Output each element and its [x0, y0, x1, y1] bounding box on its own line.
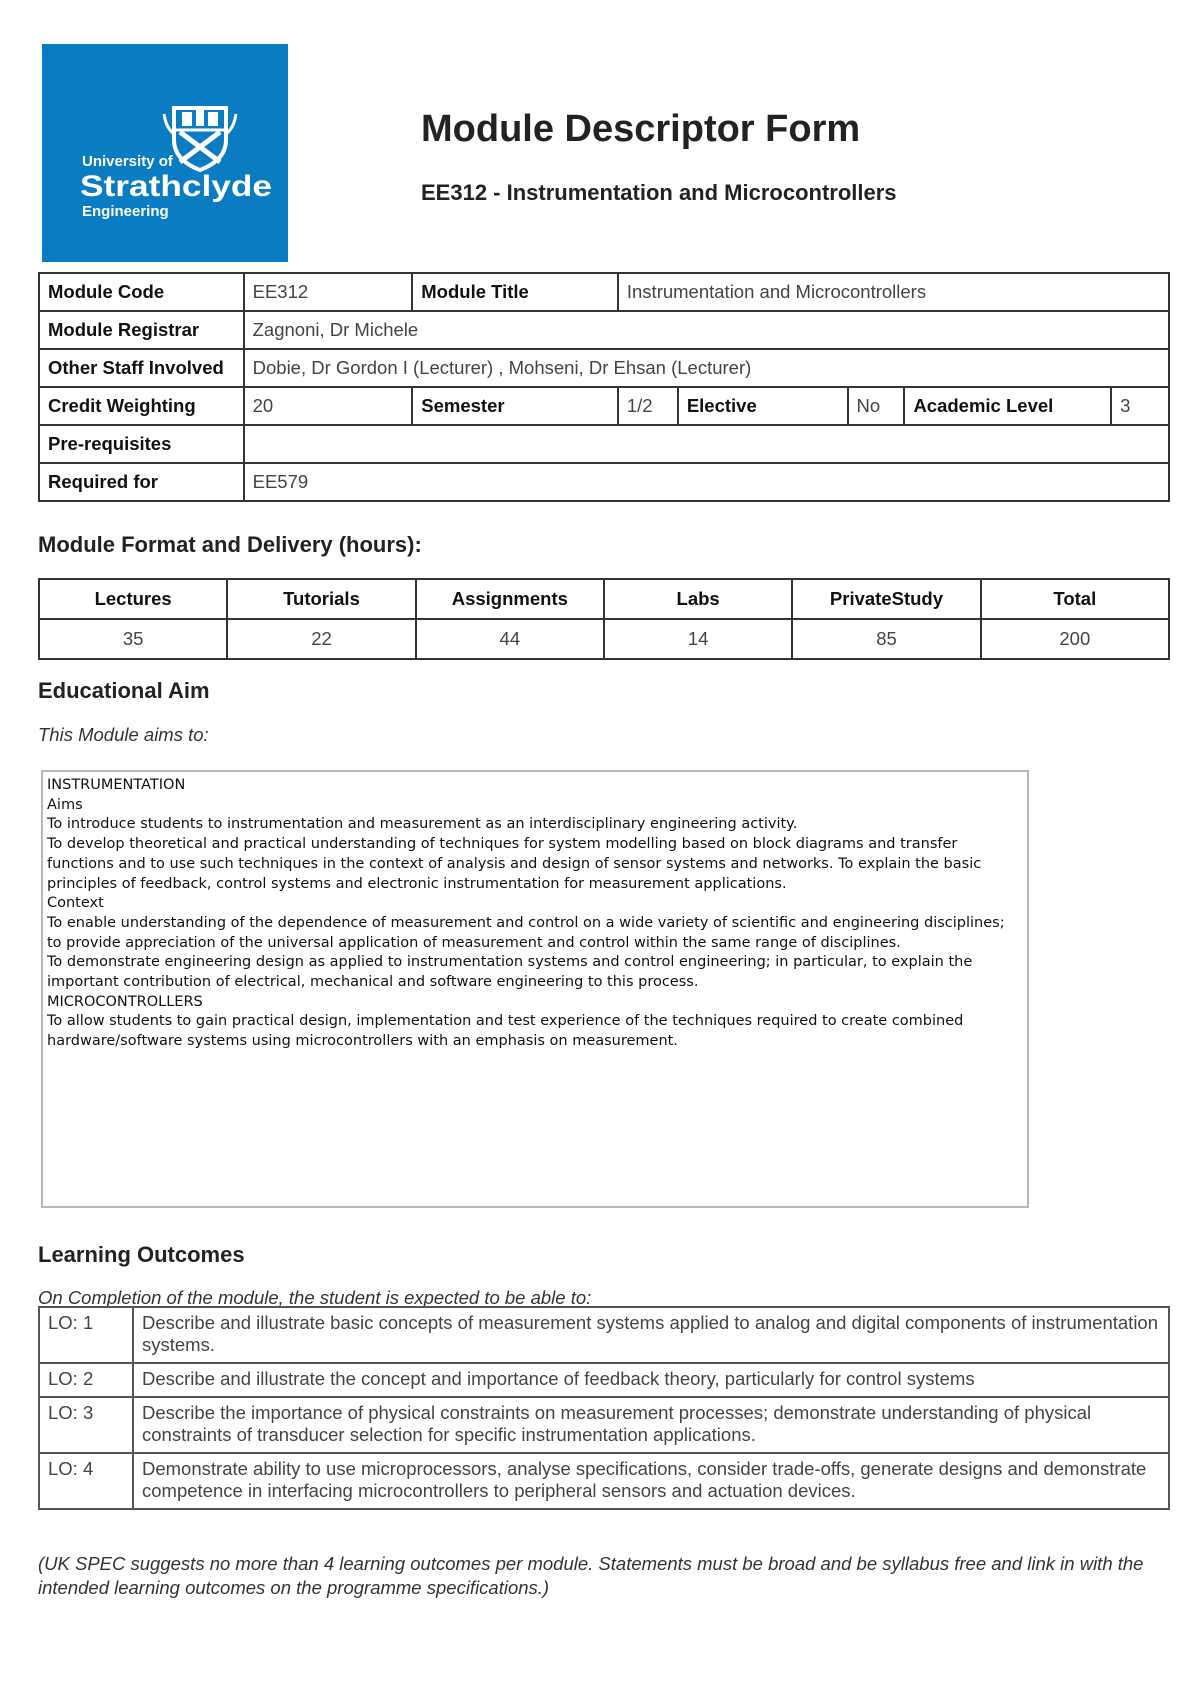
module-info-table [38, 272, 1170, 502]
logo-line2: Strathclyde [80, 170, 272, 203]
outcomes-note: (UK SPEC suggests no more than 4 learning outcomes per module. Statements must be broad and be syllabus free and link in with the intended learning outcomes on the programme specifications.) [38, 1553, 1144, 1598]
hours-header: Assignments [416, 579, 604, 619]
aim-heading: Educational Aim [38, 678, 210, 703]
aim-line: Aims [47, 796, 83, 813]
aim-line: To enable understanding of the dependence of measurement and control on a wide variety of scientific and engineering disciplines; to provide appreciation of the universal application of measurement and control within the same range of disciplines. [47, 914, 1005, 951]
credit-label: Credit Weighting [39, 387, 244, 425]
lo-number: LO: 3 [39, 1397, 133, 1453]
aim-text-box [41, 770, 1029, 1208]
row-credit [39, 387, 1169, 425]
staff-label: Other Staff Involved [39, 349, 244, 387]
prereq-value [244, 425, 1169, 463]
logo-line1: University of [82, 153, 173, 170]
aim-line: To develop theoretical and practical understanding of techniques for system modelling based on block diagrams and transfer functions and to use such techniques in the context of analysis and design of sensor systems and networks. To explain the basic principles of feedback, control systems and electronic instrumentation for measurement applications. [47, 836, 982, 892]
row-prereq [39, 425, 1169, 463]
aim-line: To allow students to gain practical design, implementation and test experience of the techniques required to create combined hardware/software systems using microcontrollers with an emphasis on measurement. [47, 1013, 964, 1050]
prereq-label: Pre-requisites [39, 425, 244, 463]
hours-value: 35 [39, 619, 227, 659]
lo-number: LO: 4 [39, 1453, 133, 1509]
required-label: Required for [39, 463, 244, 501]
elective-value: No [848, 387, 905, 425]
hours-value: 22 [227, 619, 415, 659]
table-row [39, 1363, 1169, 1397]
lo-text: Describe the importance of physical constraints on measurement processes; demonstrate understanding of physical constraints of transducer selection for specific instrumentation applications. [133, 1397, 1169, 1453]
table-row [39, 1397, 1169, 1453]
lo-number: LO: 1 [39, 1307, 133, 1363]
page-title: Module Descriptor Form [421, 108, 861, 150]
table-row [39, 1453, 1169, 1509]
hours-value: 44 [416, 619, 604, 659]
row-module-code [39, 273, 1169, 311]
logo-line3: Engineering [82, 203, 169, 220]
elective-label: Elective [678, 387, 848, 425]
hours-value-row [39, 619, 1169, 659]
required-value: EE579 [244, 463, 1169, 501]
lo-text: Describe and illustrate basic concepts of measurement systems applied to analog and digital components of instrumentation systems. [133, 1307, 1169, 1363]
registrar-label: Module Registrar [39, 311, 244, 349]
learning-outcomes-table [38, 1306, 1170, 1510]
semester-label: Semester [412, 387, 618, 425]
module-code-label: Module Code [39, 273, 244, 311]
outcomes-heading: Learning Outcomes [38, 1242, 245, 1267]
aim-line: INSTRUMENTATION [47, 777, 186, 793]
credit-value: 20 [244, 387, 413, 425]
hours-header-row [39, 579, 1169, 619]
hours-header: Labs [604, 579, 792, 619]
outcomes-intro: On Completion of the module, the student is expected to be able to: [38, 1287, 592, 1308]
level-label: Academic Level [904, 387, 1111, 425]
module-title-value: Instrumentation and Microcontrollers [618, 273, 1169, 311]
table-row [39, 1307, 1169, 1363]
delivery-heading: Module Format and Delivery (hours): [38, 532, 422, 557]
delivery-hours-table [38, 578, 1170, 660]
row-staff [39, 349, 1169, 387]
hours-header: PrivateStudy [792, 579, 980, 619]
hours-value: 200 [981, 619, 1169, 659]
level-value: 3 [1111, 387, 1169, 425]
row-registrar [39, 311, 1169, 349]
aim-line: To introduce students to instrumentation and measurement as an interdisciplinary engineering activity. [47, 816, 798, 833]
row-required [39, 463, 1169, 501]
hours-value: 85 [792, 619, 980, 659]
semester-value: 1/2 [618, 387, 678, 425]
aim-line: To demonstrate engineering design as applied to instrumentation systems and control engineering; in particular, to explain the important contribution of electrical, mechanical and software engineering to this process. [47, 954, 973, 991]
module-code-value: EE312 [244, 273, 413, 311]
page-subtitle: EE312 - Instrumentation and Microcontrollers [421, 180, 897, 205]
lo-text: Describe and illustrate the concept and importance of feedback theory, particularly for control systems [133, 1363, 1169, 1397]
hours-value: 14 [604, 619, 792, 659]
hours-header: Total [981, 579, 1169, 619]
module-title-label: Module Title [412, 273, 618, 311]
aim-line: MICROCONTROLLERS [47, 993, 203, 1010]
lo-number: LO: 2 [39, 1363, 133, 1397]
aim-line: Context [47, 895, 104, 912]
staff-value: Dobie, Dr Gordon I (Lecturer) , Mohseni, Dr Ehsan (Lecturer) [244, 349, 1169, 387]
lo-text: Demonstrate ability to use microprocessors, analyse specifications, consider trade-offs, generate designs and demonstrate competence in interfacing microcontrollers to peripheral sensors and actuation devices. [133, 1453, 1169, 1509]
hours-header: Lectures [39, 579, 227, 619]
university-logo [42, 44, 288, 262]
hours-header: Tutorials [227, 579, 415, 619]
aim-intro: This Module aims to: [38, 724, 209, 745]
crest-icon [42, 44, 288, 262]
registrar-value: Zagnoni, Dr Michele [244, 311, 1169, 349]
